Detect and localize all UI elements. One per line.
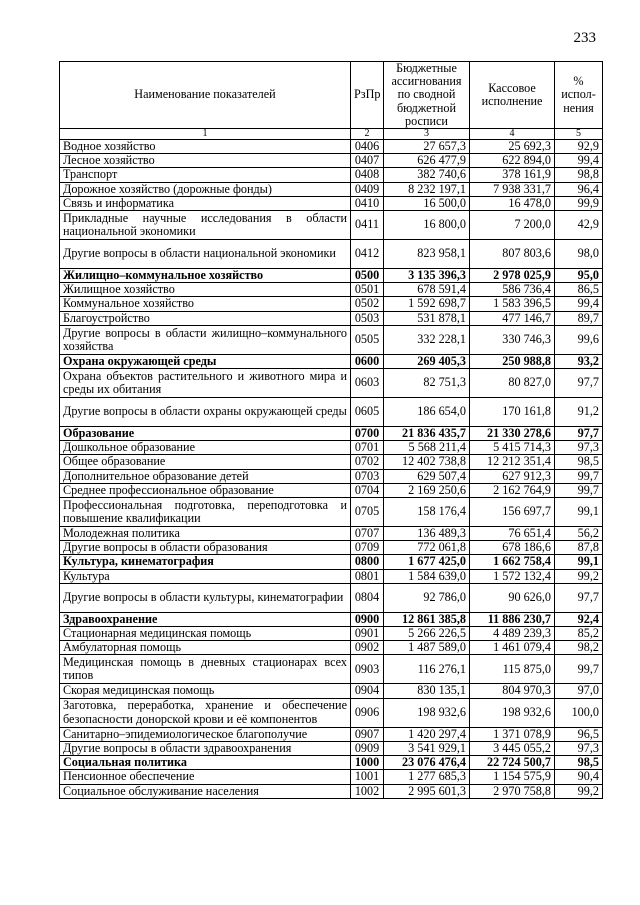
column-number: 3	[384, 129, 470, 140]
table-row	[60, 569, 603, 583]
row-cash-amount: 7 200,0	[470, 211, 555, 240]
row-percent: 98,5	[555, 756, 603, 770]
row-percent: 89,7	[555, 311, 603, 325]
table-row	[60, 741, 603, 755]
row-name: Социальное обслуживание населения	[60, 784, 351, 798]
table-row	[60, 182, 603, 196]
row-name: Пенсионное обеспечение	[60, 770, 351, 784]
row-budget-amount: 382 740,6	[384, 168, 470, 182]
row-code: 0906	[351, 698, 384, 727]
row-code: 0501	[351, 283, 384, 297]
row-budget-amount: 2 169 250,6	[384, 483, 470, 497]
row-percent: 96,5	[555, 727, 603, 741]
row-name: Лесное хозяйство	[60, 154, 351, 168]
table-row	[60, 770, 603, 784]
row-name: Амбулаторная помощь	[60, 641, 351, 655]
row-name: Другие вопросы в области образования	[60, 541, 351, 555]
table-row	[60, 541, 603, 555]
row-cash-amount: 1 461 079,4	[470, 641, 555, 655]
row-budget-amount: 2 995 601,3	[384, 784, 470, 798]
header-budget: Бюджетные ассигнования по сводной бюджетной росписи	[384, 62, 470, 129]
row-cash-amount: 678 186,6	[470, 541, 555, 555]
row-percent: 96,4	[555, 182, 603, 196]
table-row	[60, 612, 603, 626]
row-percent: 97,7	[555, 427, 603, 441]
row-name: Дополнительное образование детей	[60, 469, 351, 483]
row-name: Образование	[60, 427, 351, 441]
row-name: Связь и информатика	[60, 196, 351, 210]
row-cash-amount: 156 697,7	[470, 498, 555, 527]
row-cash-amount: 250 988,8	[470, 354, 555, 368]
row-name: Другие вопросы в области жилищно–коммунального хозяйства	[60, 325, 351, 354]
row-budget-amount: 198 932,6	[384, 698, 470, 727]
row-code: 0406	[351, 140, 384, 154]
row-name: Скорая медицинская помощь	[60, 684, 351, 698]
table-row	[60, 311, 603, 325]
row-code: 0900	[351, 612, 384, 626]
budget-execution-table	[59, 61, 603, 799]
row-code: 1000	[351, 756, 384, 770]
row-code: 0502	[351, 297, 384, 311]
row-percent: 97,0	[555, 684, 603, 698]
row-code: 0709	[351, 541, 384, 555]
table-row	[60, 269, 603, 283]
table-body	[60, 140, 603, 799]
row-cash-amount: 1 662 758,4	[470, 555, 555, 569]
row-cash-amount: 627 912,3	[470, 469, 555, 483]
row-code: 0409	[351, 182, 384, 196]
row-code: 0701	[351, 441, 384, 455]
row-budget-amount: 116 276,1	[384, 655, 470, 684]
row-percent: 93,2	[555, 354, 603, 368]
table-row	[60, 655, 603, 684]
row-code: 0412	[351, 240, 384, 269]
row-percent: 90,4	[555, 770, 603, 784]
row-code: 0801	[351, 569, 384, 583]
table-row	[60, 756, 603, 770]
row-code: 0902	[351, 641, 384, 655]
row-code: 0410	[351, 196, 384, 210]
table-row	[60, 527, 603, 541]
row-percent: 100,0	[555, 698, 603, 727]
row-code: 0901	[351, 627, 384, 641]
row-name: Водное хозяйство	[60, 140, 351, 154]
row-percent: 99,2	[555, 784, 603, 798]
row-cash-amount: 198 932,6	[470, 698, 555, 727]
row-budget-amount: 3 135 396,3	[384, 269, 470, 283]
row-name: Транспорт	[60, 168, 351, 182]
table-row	[60, 455, 603, 469]
row-cash-amount: 807 803,6	[470, 240, 555, 269]
row-code: 0500	[351, 269, 384, 283]
column-number: 4	[470, 129, 555, 140]
table-row	[60, 483, 603, 497]
row-cash-amount: 1 583 396,5	[470, 297, 555, 311]
row-budget-amount: 531 878,1	[384, 311, 470, 325]
row-budget-amount: 1 592 698,7	[384, 297, 470, 311]
row-name: Другие вопросы в области охраны окружающей среды	[60, 398, 351, 427]
table-row	[60, 627, 603, 641]
row-code: 0904	[351, 684, 384, 698]
table-row	[60, 684, 603, 698]
row-cash-amount: 2 978 025,9	[470, 269, 555, 283]
row-percent: 56,2	[555, 527, 603, 541]
header-code: РзПр	[351, 62, 384, 129]
row-budget-amount: 82 751,3	[384, 369, 470, 398]
row-code: 0907	[351, 727, 384, 741]
row-cash-amount: 2 162 764,9	[470, 483, 555, 497]
row-cash-amount: 622 894,0	[470, 154, 555, 168]
row-code: 0903	[351, 655, 384, 684]
row-name: Другие вопросы в области культуры, кинематографии	[60, 583, 351, 612]
row-cash-amount: 477 146,7	[470, 311, 555, 325]
row-name: Стационарная медицинская помощь	[60, 627, 351, 641]
row-cash-amount: 1 371 078,9	[470, 727, 555, 741]
page-number: 233	[573, 30, 596, 46]
row-budget-amount: 16 500,0	[384, 196, 470, 210]
row-name: Профессиональная подготовка, переподготовка и повышение квалификации	[60, 498, 351, 527]
table-row	[60, 168, 603, 182]
row-percent: 97,7	[555, 583, 603, 612]
row-cash-amount: 1 572 132,4	[470, 569, 555, 583]
row-code: 0407	[351, 154, 384, 168]
row-budget-amount: 1 420 297,4	[384, 727, 470, 741]
row-cash-amount: 12 212 351,4	[470, 455, 555, 469]
row-budget-amount: 92 786,0	[384, 583, 470, 612]
table-row	[60, 427, 603, 441]
row-code: 0804	[351, 583, 384, 612]
row-budget-amount: 27 657,3	[384, 140, 470, 154]
row-cash-amount: 330 746,3	[470, 325, 555, 354]
row-cash-amount: 5 415 714,3	[470, 441, 555, 455]
row-budget-amount: 23 076 476,4	[384, 756, 470, 770]
row-cash-amount: 7 938 331,7	[470, 182, 555, 196]
row-budget-amount: 8 232 197,1	[384, 182, 470, 196]
column-number-row	[60, 129, 603, 140]
row-percent: 92,9	[555, 140, 603, 154]
table-row	[60, 140, 603, 154]
row-name: Медицинская помощь в дневных стационарах всех типов	[60, 655, 351, 684]
table-row	[60, 398, 603, 427]
row-percent: 99,2	[555, 569, 603, 583]
row-percent: 87,8	[555, 541, 603, 555]
row-code: 0503	[351, 311, 384, 325]
row-percent: 98,8	[555, 168, 603, 182]
row-cash-amount: 80 827,0	[470, 369, 555, 398]
table-row	[60, 641, 603, 655]
row-code: 0408	[351, 168, 384, 182]
row-budget-amount: 3 541 929,1	[384, 741, 470, 755]
table-row	[60, 498, 603, 527]
row-budget-amount: 823 958,1	[384, 240, 470, 269]
row-budget-amount: 1 584 639,0	[384, 569, 470, 583]
row-name: Дошкольное образование	[60, 441, 351, 455]
table-row	[60, 555, 603, 569]
row-name: Жилищно–коммунальное хозяйство	[60, 269, 351, 283]
row-cash-amount: 22 724 500,7	[470, 756, 555, 770]
row-budget-amount: 5 568 211,4	[384, 441, 470, 455]
row-code: 1002	[351, 784, 384, 798]
row-name: Молодежная политика	[60, 527, 351, 541]
row-percent: 99,9	[555, 196, 603, 210]
row-code: 0505	[351, 325, 384, 354]
row-name: Культура	[60, 569, 351, 583]
row-name: Культура, кинематография	[60, 555, 351, 569]
row-budget-amount: 5 266 226,5	[384, 627, 470, 641]
table-row	[60, 727, 603, 741]
table-row	[60, 583, 603, 612]
table-row	[60, 154, 603, 168]
row-percent: 91,2	[555, 398, 603, 427]
table-row	[60, 297, 603, 311]
row-name: Санитарно–эпидемиологическое благополучие	[60, 727, 351, 741]
row-cash-amount: 3 445 055,2	[470, 741, 555, 755]
row-cash-amount: 2 970 758,8	[470, 784, 555, 798]
row-code: 0707	[351, 527, 384, 541]
column-number: 2	[351, 129, 384, 140]
row-budget-amount: 626 477,9	[384, 154, 470, 168]
row-budget-amount: 12 402 738,8	[384, 455, 470, 469]
row-budget-amount: 678 591,4	[384, 283, 470, 297]
row-percent: 99,7	[555, 655, 603, 684]
row-code: 0704	[351, 483, 384, 497]
header-name: Наименование показателей	[60, 62, 351, 129]
row-cash-amount: 21 330 278,6	[470, 427, 555, 441]
table-row	[60, 240, 603, 269]
row-name: Коммунальное хозяйство	[60, 297, 351, 311]
row-budget-amount: 12 861 385,8	[384, 612, 470, 626]
row-budget-amount: 21 836 435,7	[384, 427, 470, 441]
row-name: Другие вопросы в области здравоохранения	[60, 741, 351, 755]
row-budget-amount: 629 507,4	[384, 469, 470, 483]
row-percent: 95,0	[555, 269, 603, 283]
row-name: Заготовка, переработка, хранение и обеспечение безопасности донорской крови и её компонентов	[60, 698, 351, 727]
row-cash-amount: 25 692,3	[470, 140, 555, 154]
row-percent: 99,1	[555, 555, 603, 569]
table-row	[60, 211, 603, 240]
table-row	[60, 196, 603, 210]
table-row	[60, 354, 603, 368]
row-cash-amount: 378 161,9	[470, 168, 555, 182]
row-name: Дорожное хозяйство (дорожные фонды)	[60, 182, 351, 196]
row-name: Благоустройство	[60, 311, 351, 325]
row-cash-amount: 11 886 230,7	[470, 612, 555, 626]
row-code: 0703	[351, 469, 384, 483]
row-percent: 98,0	[555, 240, 603, 269]
table-row	[60, 325, 603, 354]
row-percent: 98,5	[555, 455, 603, 469]
row-budget-amount: 1 277 685,3	[384, 770, 470, 784]
row-percent: 99,4	[555, 297, 603, 311]
row-cash-amount: 1 154 575,9	[470, 770, 555, 784]
row-percent: 99,7	[555, 483, 603, 497]
row-budget-amount: 332 228,1	[384, 325, 470, 354]
header-cash: Кассовое исполнение	[470, 62, 555, 129]
row-code: 0411	[351, 211, 384, 240]
column-number: 5	[555, 129, 603, 140]
row-cash-amount: 16 478,0	[470, 196, 555, 210]
header-percent: % испол-нения	[555, 62, 603, 129]
row-code: 0909	[351, 741, 384, 755]
row-percent: 99,6	[555, 325, 603, 354]
row-code: 0603	[351, 369, 384, 398]
row-budget-amount: 269 405,3	[384, 354, 470, 368]
row-percent: 99,4	[555, 154, 603, 168]
row-name: Охрана окружающей среды	[60, 354, 351, 368]
row-name: Среднее профессиональное образование	[60, 483, 351, 497]
row-budget-amount: 16 800,0	[384, 211, 470, 240]
column-number: 1	[60, 129, 351, 140]
row-name: Другие вопросы в области национальной экономики	[60, 240, 351, 269]
row-budget-amount: 1 677 425,0	[384, 555, 470, 569]
row-name: Здравоохранение	[60, 612, 351, 626]
row-name: Прикладные научные исследования в области национальной экономики	[60, 211, 351, 240]
table-row	[60, 784, 603, 798]
row-name: Общее образование	[60, 455, 351, 469]
row-percent: 85,2	[555, 627, 603, 641]
row-budget-amount: 136 489,3	[384, 527, 470, 541]
row-code: 0600	[351, 354, 384, 368]
row-name: Социальная политика	[60, 756, 351, 770]
row-name: Жилищное хозяйство	[60, 283, 351, 297]
row-percent: 97,3	[555, 741, 603, 755]
table-row	[60, 283, 603, 297]
row-budget-amount: 1 487 589,0	[384, 641, 470, 655]
row-percent: 97,3	[555, 441, 603, 455]
row-code: 0700	[351, 427, 384, 441]
table-row	[60, 441, 603, 455]
row-budget-amount: 830 135,1	[384, 684, 470, 698]
row-percent: 86,5	[555, 283, 603, 297]
table-row	[60, 369, 603, 398]
row-cash-amount: 586 736,4	[470, 283, 555, 297]
row-percent: 98,2	[555, 641, 603, 655]
row-budget-amount: 186 654,0	[384, 398, 470, 427]
row-cash-amount: 115 875,0	[470, 655, 555, 684]
row-percent: 97,7	[555, 369, 603, 398]
row-cash-amount: 4 489 239,3	[470, 627, 555, 641]
table-row	[60, 469, 603, 483]
row-cash-amount: 804 970,3	[470, 684, 555, 698]
row-percent: 42,9	[555, 211, 603, 240]
row-percent: 92,4	[555, 612, 603, 626]
row-budget-amount: 772 061,8	[384, 541, 470, 555]
row-code: 0605	[351, 398, 384, 427]
row-code: 0705	[351, 498, 384, 527]
row-budget-amount: 158 176,4	[384, 498, 470, 527]
row-cash-amount: 90 626,0	[470, 583, 555, 612]
row-cash-amount: 76 651,4	[470, 527, 555, 541]
row-percent: 99,1	[555, 498, 603, 527]
row-percent: 99,7	[555, 469, 603, 483]
row-code: 1001	[351, 770, 384, 784]
table-row	[60, 698, 603, 727]
row-code: 0702	[351, 455, 384, 469]
row-code: 0800	[351, 555, 384, 569]
row-cash-amount: 170 161,8	[470, 398, 555, 427]
row-name: Охрана объектов растительного и животного мира и среды их обитания	[60, 369, 351, 398]
